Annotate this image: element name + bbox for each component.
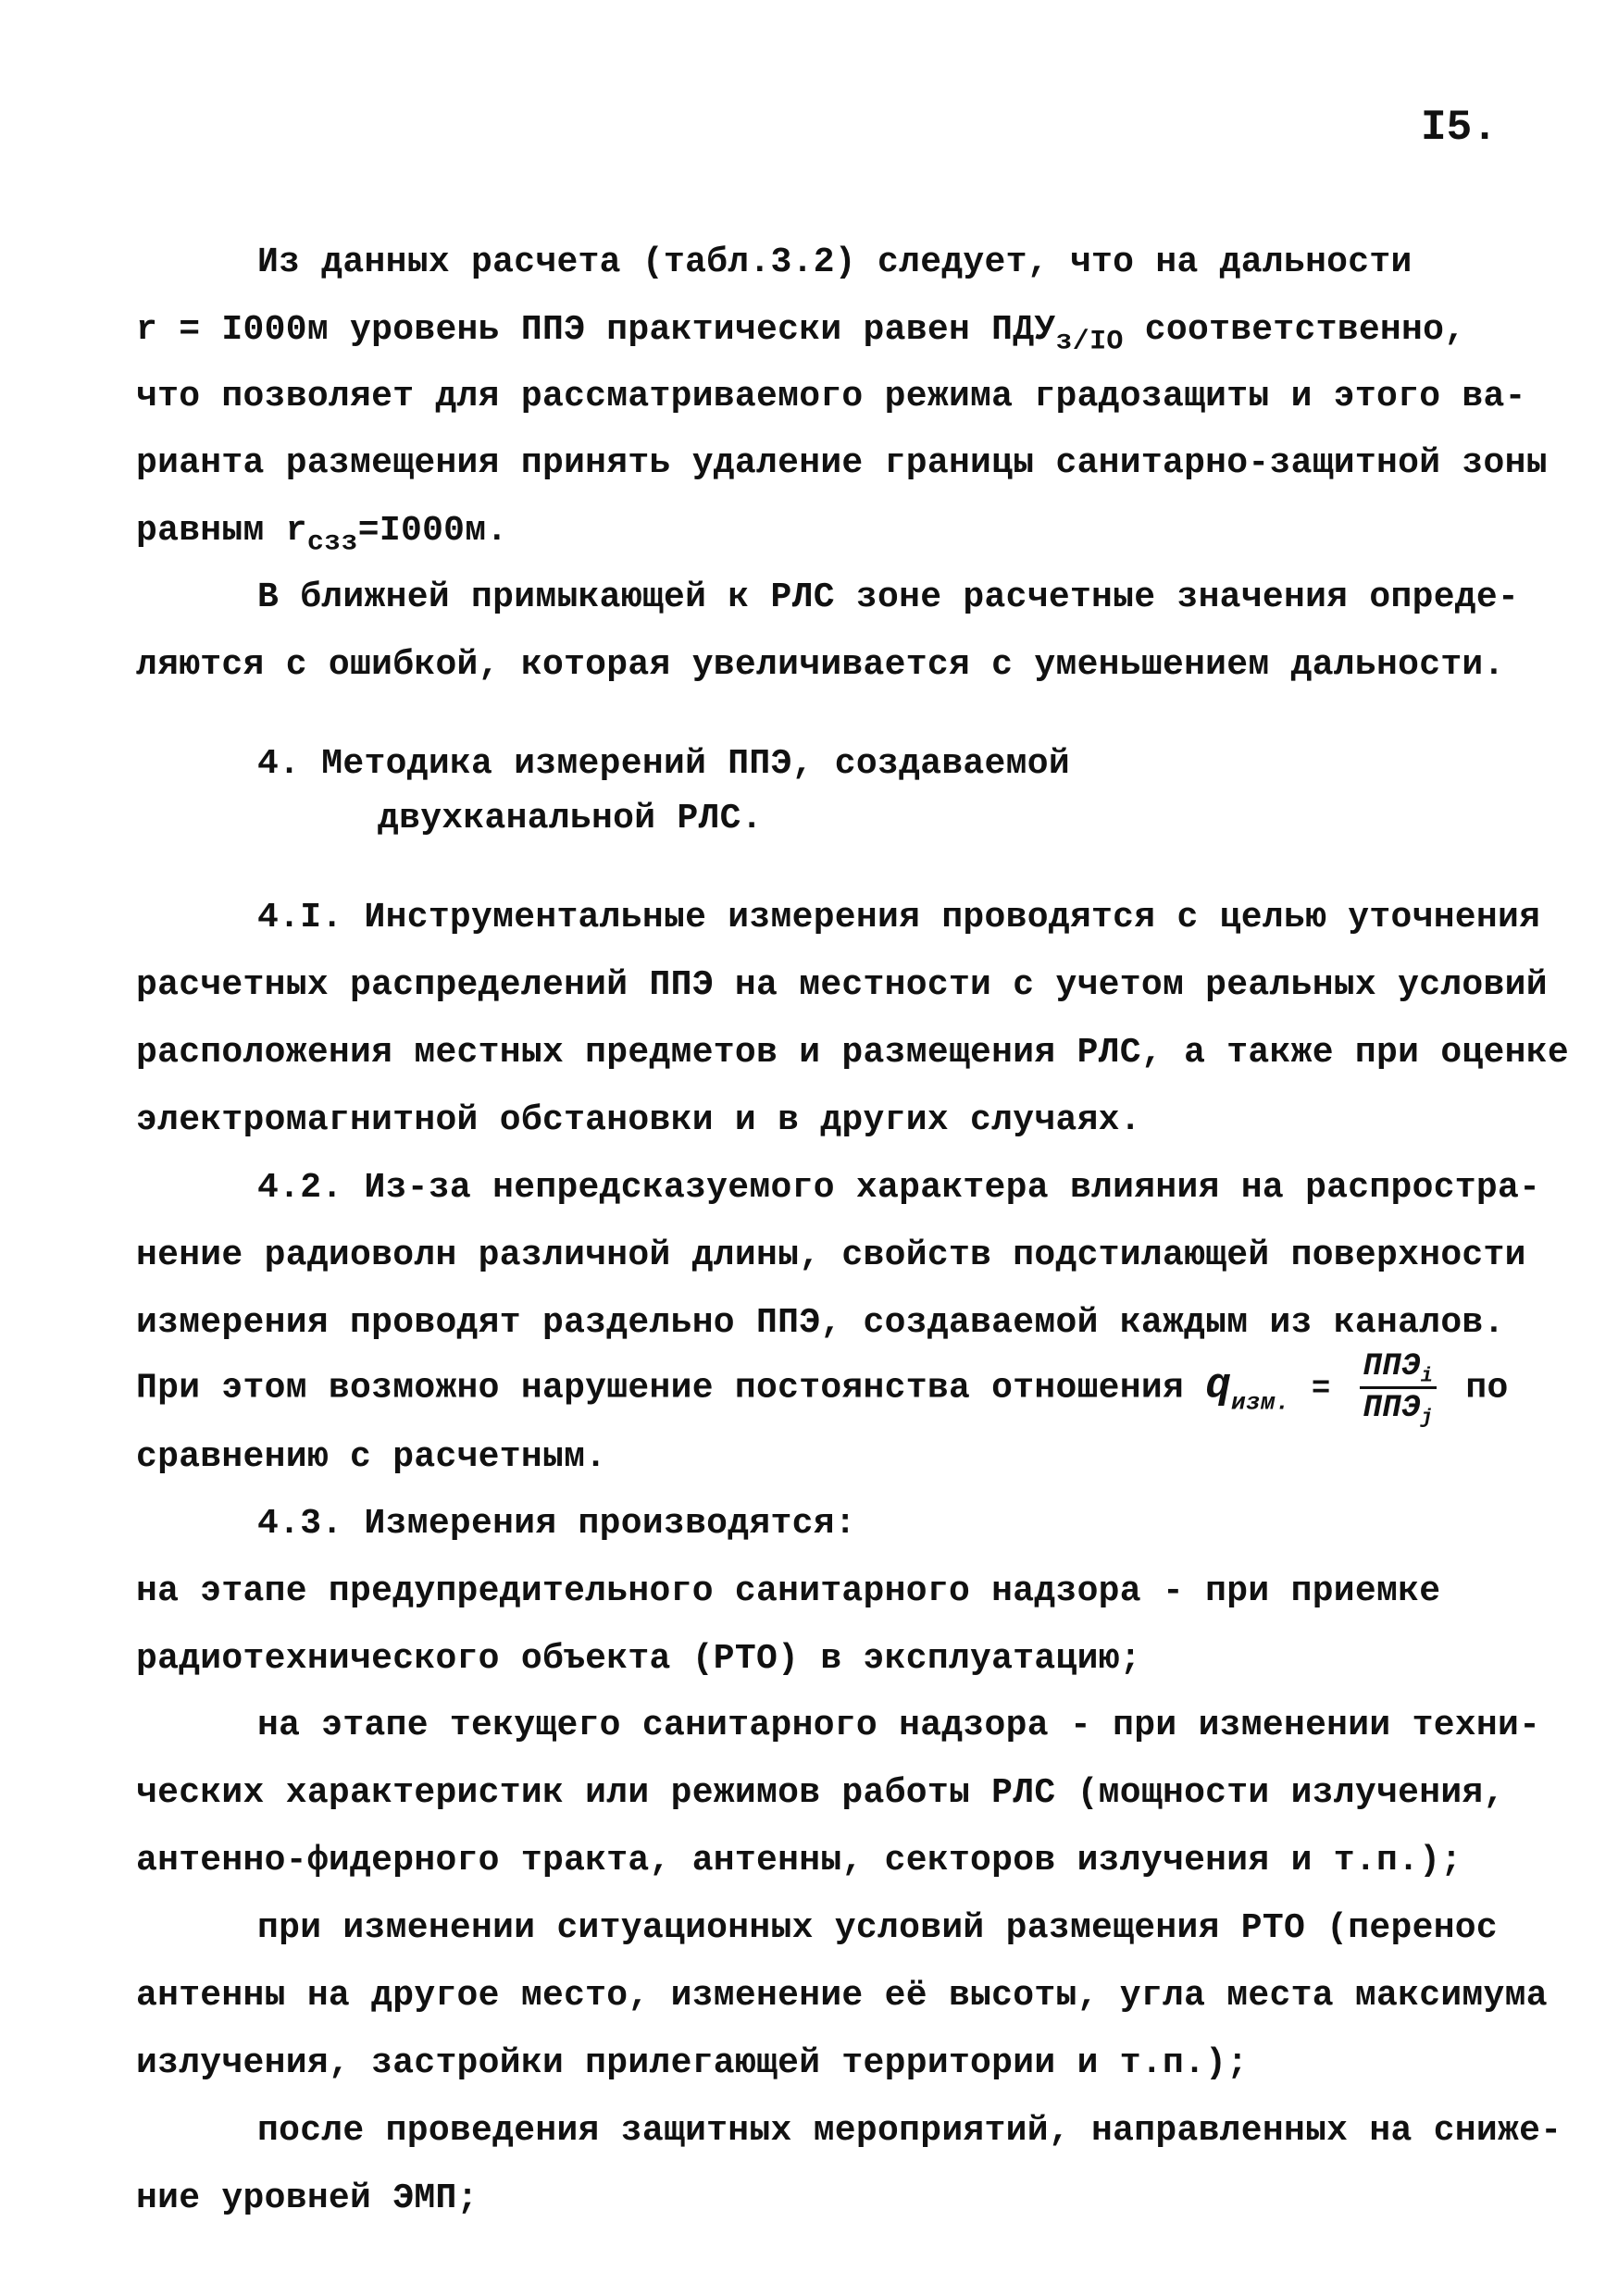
text-line: электромагнитной обстановки и в других случаях. [136,1100,1141,1140]
subscript: сзз [306,527,358,559]
text-line: антенно-фидерного тракта, антенны, секторов излучения и т.п.); [136,1841,1462,1880]
formula-denominator: $ППЭ_j$ [1363,1391,1434,1430]
text-line: В ближней примыкающей к РЛС зоне расчетные значения опреде- [257,577,1520,617]
formula [1205,1349,1444,1430]
text-line: 4.3. Измерения производятся: [257,1504,856,1544]
text-fragment: При этом возможно нарушение постоянства отношения [136,1368,1185,1409]
text-line [136,511,508,559]
subscript: з/IO [1055,326,1124,358]
text-line: рианта размещения принять удаление границы санитарно-защитной зоны [136,443,1548,483]
text-line: измерения проводят раздельно ППЭ, создаваемой каждым из каналов. [136,1303,1505,1343]
formula-fraction [1360,1349,1438,1430]
text-fragment: r = I000м уровень ППЭ практически равен ПДУ [136,310,1056,350]
text-line: ческих характеристик или режимов работы РЛС (мощности излучения, [136,1773,1505,1813]
text-line: антенны на другое место, изменение её высоты, угла места максимума [136,1976,1548,2016]
text-line: радиотехнического объекта (РТО) в эксплуатацию; [136,1639,1141,1679]
text-line: при изменении ситуационных условий размещения РТО (перенос [257,1908,1499,1948]
text-line: 4.I. Инструментальные измерения проводятся с целью уточнения [257,898,1541,937]
text-fragment: соответственно, [1123,310,1466,350]
formula-numerator: $ППЭ_i$ [1360,1351,1438,1389]
text-line: что позволяет для рассматриваемого режима градозащиты и этого ва- [136,377,1526,416]
text-line: 4.2. Из-за непредсказуемого характера влияния на распростра- [257,1168,1541,1208]
text-line: на этапе текущего санитарного надзора - при изменении техни- [257,1706,1541,1745]
text-fragment: по [1465,1368,1509,1409]
text-fragment: равным r [136,511,307,551]
text-line: нение радиоволн различной длины, свойств подстилающей поверхности [136,1235,1526,1275]
section-heading: двухканальной РЛС. [378,799,763,838]
formula-equals: = [1311,1371,1331,1408]
section-heading: 4. Методика измерений ППЭ, создаваемой [257,744,1070,784]
text-line: Из данных расчета (табл.3.2) следует, что на дальности [257,242,1413,282]
text-line: ляются с ошибкой, которая увеличивается с уменьшением дальности. [136,645,1505,685]
text-line: расположения местных предметов и размещения РЛС, а также при оценке [136,1033,1569,1073]
text-line: после проведения защитных мероприятий, направленных на сниже- [257,2111,1562,2151]
text-fragment: =I000м. [357,511,508,551]
page-number: I5. [1421,104,1498,152]
text-line-with-formula [136,1349,1509,1430]
text-line: ние уровней ЭМП; [136,2178,479,2218]
formula-symbol: q [1205,1361,1232,1410]
text-line: на этапе предупредительного санитарного надзора - при приемке [136,1571,1441,1611]
text-line: сравнению с расчетным. [136,1437,607,1477]
text-line: излучения, застройки прилегающей территории и т.п.); [136,2043,1249,2083]
text-line: расчетных распределений ППЭ на местности с учетом реальных условий [136,965,1548,1005]
text-line [136,310,1466,358]
formula-subscript: изм. [1231,1388,1290,1417]
